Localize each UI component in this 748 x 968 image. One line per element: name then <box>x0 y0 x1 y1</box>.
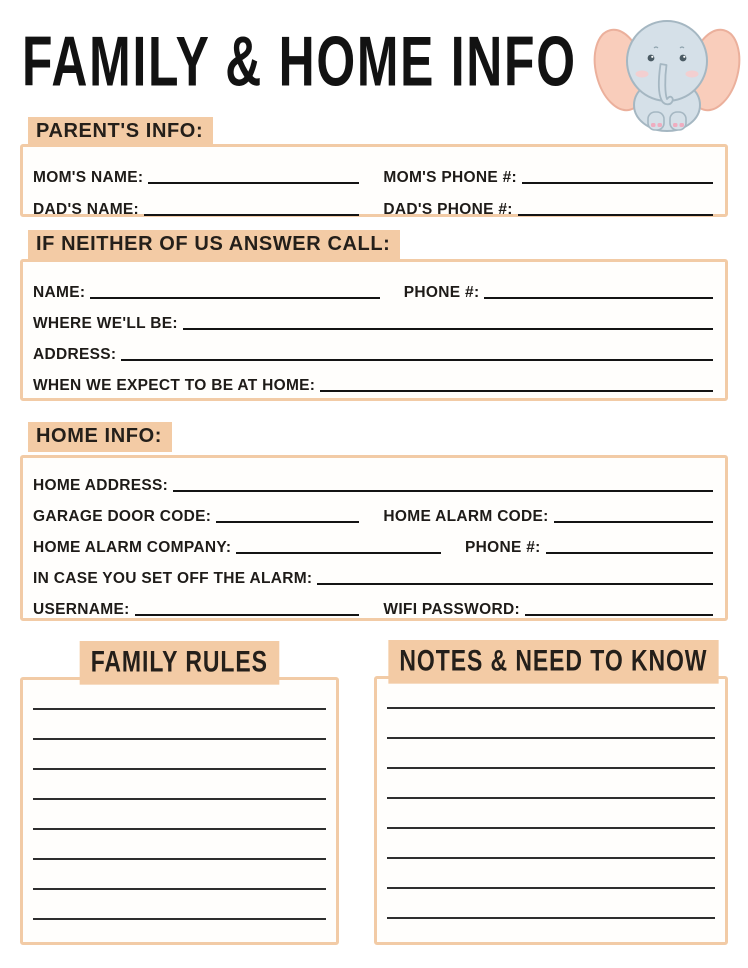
field-wifi-password <box>383 602 713 618</box>
field-mom-phone <box>383 170 713 186</box>
blank-line[interactable] <box>148 170 359 184</box>
writing-line[interactable] <box>387 769 715 799</box>
writing-line[interactable] <box>33 770 326 800</box>
field-label: HOME ALARM CODE: <box>383 507 549 525</box>
section-notes-need-to-know <box>374 676 728 945</box>
blank-line[interactable] <box>183 316 713 330</box>
field-set-off-alarm <box>33 571 713 587</box>
section-heading-parents-info: PARENT'S INFO: <box>28 117 213 147</box>
field-label: WIFI PASSWORD: <box>383 600 520 618</box>
section-family-rules <box>20 677 339 945</box>
blank-line[interactable] <box>518 202 713 216</box>
writing-line[interactable] <box>33 830 326 860</box>
blank-line[interactable] <box>90 285 379 299</box>
field-alarm-code <box>383 509 713 525</box>
blank-line[interactable] <box>144 202 359 216</box>
field-where-well-be <box>33 316 713 332</box>
field-label: GARAGE DOOR CODE: <box>33 507 212 525</box>
field-when-home <box>33 378 713 394</box>
field-label: PHONE #: <box>403 283 480 301</box>
field-label: NAME: <box>33 283 86 301</box>
blank-line[interactable] <box>236 540 441 554</box>
elephant-illustration <box>591 4 743 134</box>
blank-line[interactable] <box>554 509 713 523</box>
section-heading-notes: NOTES & NEED TO KNOW <box>388 640 718 684</box>
field-label: MOM'S NAME: <box>33 168 144 186</box>
field-label: DAD'S PHONE #: <box>383 200 513 218</box>
field-label: USERNAME: <box>33 600 130 618</box>
field-dad-name <box>33 202 359 218</box>
field-label: PHONE #: <box>465 538 541 556</box>
field-label: HOME ALARM COMPANY: <box>33 538 232 556</box>
field-label: HOME ADDRESS: <box>33 476 169 494</box>
field-wifi-username <box>33 602 359 618</box>
field-label: WHEN WE EXPECT TO BE AT HOME: <box>33 376 316 394</box>
blank-line[interactable] <box>320 378 713 392</box>
section-parents-info <box>20 144 728 217</box>
writing-line[interactable] <box>387 709 715 739</box>
writing-line[interactable] <box>33 740 326 770</box>
writing-line[interactable] <box>33 800 326 830</box>
blank-line[interactable] <box>173 478 713 492</box>
writing-line[interactable] <box>387 799 715 829</box>
field-home-address <box>33 478 713 494</box>
field-label: DAD'S NAME: <box>33 200 140 218</box>
section-emergency-contact <box>20 259 728 401</box>
writing-line[interactable] <box>387 739 715 769</box>
page-title: FAMILY & HOME INFO <box>22 22 577 102</box>
writing-line[interactable] <box>387 829 715 859</box>
field-label: MOM'S PHONE #: <box>383 168 518 186</box>
elephant-head <box>627 21 707 101</box>
field-alarm-phone <box>465 540 713 556</box>
writing-line[interactable] <box>33 890 326 920</box>
section-heading-home-info: HOME INFO: <box>28 422 172 452</box>
section-home-info <box>20 455 728 621</box>
blank-line[interactable] <box>546 540 713 554</box>
blank-line[interactable] <box>522 170 713 184</box>
blank-line[interactable] <box>135 602 360 616</box>
field-dad-phone <box>383 202 713 218</box>
field-contact-name <box>33 285 380 301</box>
field-mom-name <box>33 170 359 186</box>
writing-line[interactable] <box>33 860 326 890</box>
field-alarm-company <box>33 540 441 556</box>
field-label: ADDRESS: <box>33 345 117 363</box>
blank-line[interactable] <box>525 602 713 616</box>
field-label: WHERE WE'LL BE: <box>33 314 178 332</box>
blank-line[interactable] <box>121 347 713 361</box>
field-label: IN CASE YOU SET OFF THE ALARM: <box>33 569 313 587</box>
writing-line[interactable] <box>387 889 715 919</box>
section-heading-family-rules: FAMILY RULES <box>80 641 279 685</box>
writing-line[interactable] <box>33 710 326 740</box>
section-heading-emergency-contact: IF NEITHER OF US ANSWER CALL: <box>28 230 400 260</box>
writing-line[interactable] <box>387 859 715 889</box>
field-address <box>33 347 713 363</box>
blank-line[interactable] <box>484 285 713 299</box>
blank-line[interactable] <box>317 571 713 585</box>
field-contact-phone <box>404 285 713 301</box>
blank-line[interactable] <box>216 509 359 523</box>
field-garage-code <box>33 509 359 525</box>
